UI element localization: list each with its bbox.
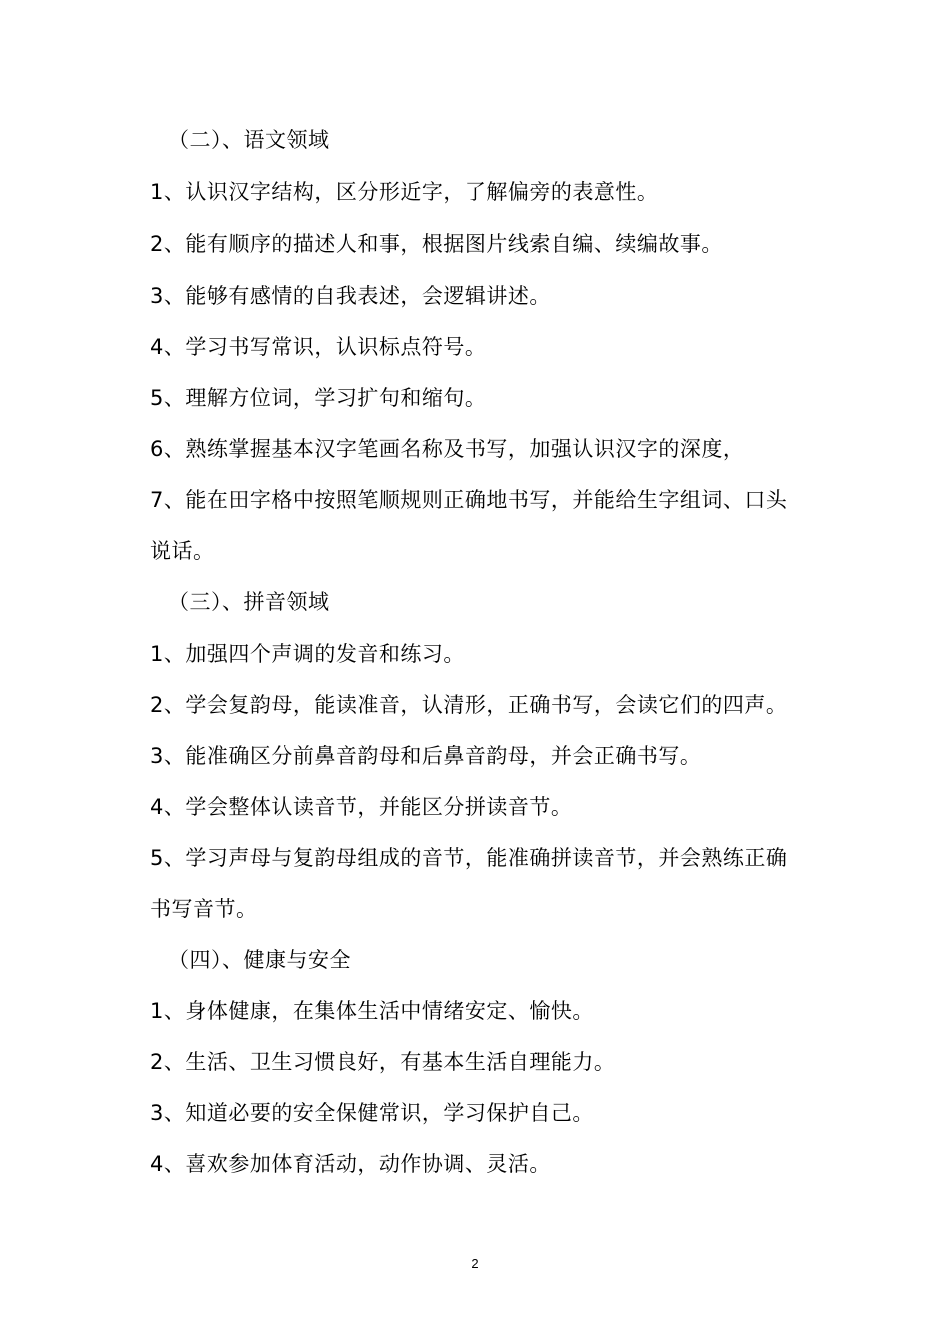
list-item-continuation: 说话。	[150, 539, 215, 563]
section-heading-yuwen: （二）、语文领域	[168, 128, 330, 152]
list-item: 7、能在田字格中按照笔顺规则正确地书写，并能给生字组词、口头	[150, 488, 788, 512]
list-item: 5、学习声母与复韵母组成的音节，能准确拼读音节，并会熟练正确	[150, 846, 788, 870]
list-item: 4、学习书写常识，认识标点符号。	[150, 335, 487, 359]
list-item: 2、能有顺序的描述人和事，根据图片线索自编、续编故事。	[150, 232, 723, 256]
section-heading-pinyin: （三）、拼音领域	[168, 590, 330, 614]
list-item: 4、喜欢参加体育活动，动作协调、灵活。	[150, 1152, 551, 1176]
page-number: 2	[471, 1256, 479, 1271]
list-item: 1、身体健康，在集体生活中情绪安定、愉快。	[150, 999, 594, 1023]
list-item: 5、理解方位词，学习扩句和缩句。	[150, 386, 487, 410]
list-item: 2、学会复韵母，能读准音，认清形，正确书写，会读它们的四声。	[150, 693, 788, 717]
list-item: 3、知道必要的安全保健常识，学习保护自己。	[150, 1101, 594, 1125]
list-item: 6、熟练掌握基本汉字笔画名称及书写，加强认识汉字的深度，	[150, 437, 745, 461]
list-item: 3、能准确区分前鼻音韵母和后鼻音韵母，并会正确书写。	[150, 744, 702, 768]
list-item: 2、生活、卫生习惯良好，有基本生活自理能力。	[150, 1050, 616, 1074]
section-heading-health: （四）、健康与安全	[168, 948, 351, 972]
list-item: 1、加强四个声调的发音和练习。	[150, 642, 465, 666]
list-item: 4、学会整体认读音节，并能区分拼读音节。	[150, 795, 573, 819]
list-item: 1、认识汉字结构，区分形近字，了解偏旁的表意性。	[150, 180, 659, 204]
list-item: 3、能够有感情的自我表述，会逻辑讲述。	[150, 284, 551, 308]
list-item-continuation: 书写音节。	[150, 897, 258, 921]
